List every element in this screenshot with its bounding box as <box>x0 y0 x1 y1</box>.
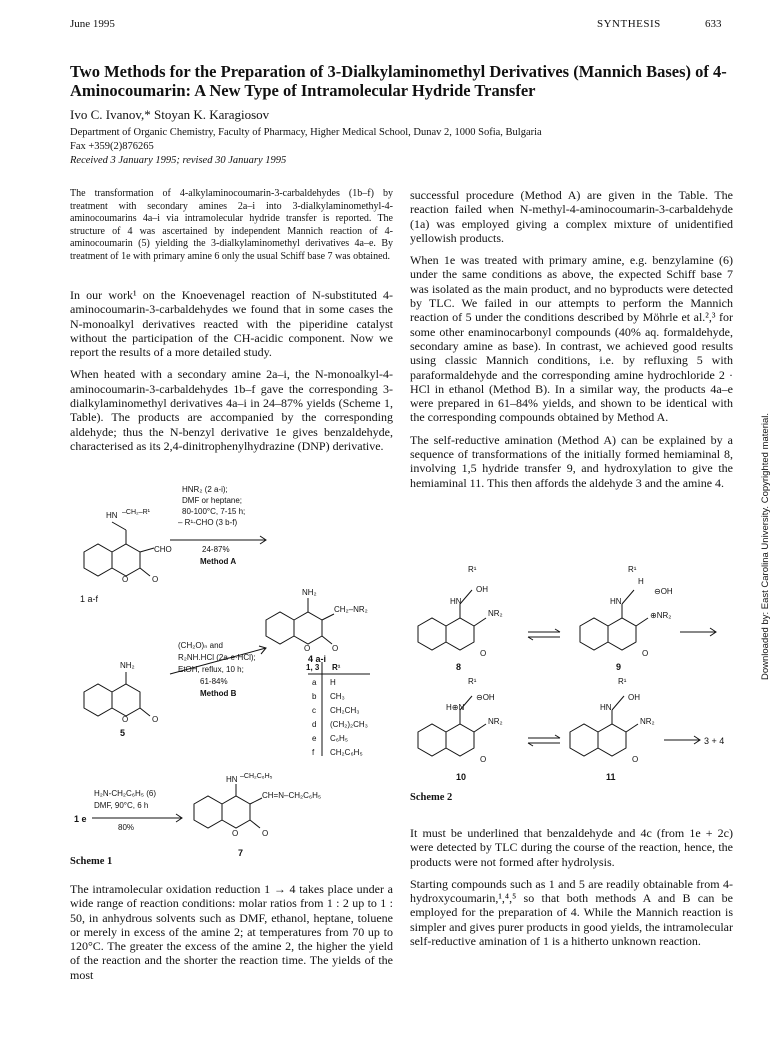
paragraph: The self-reductive amination (Method A) can be explained by a sequence of transformations of the initially formed hemiaminal 8, involving 1,5 hydride transfer 9, and hydroxylation to give the hemiaminal 11. This then affords the aldehyde 3 and the amine 4. <box>410 432 733 490</box>
condition-line: EtOH, reflux, 10 h; <box>178 665 244 674</box>
method-label: Method B <box>200 689 237 698</box>
svg-text:CH=N–CH₂C₆H₅: CH=N–CH₂C₆H₅ <box>262 791 322 800</box>
svg-text:O: O <box>152 715 159 724</box>
fax: Fax +359(2)876265 <box>70 141 154 152</box>
condition-line: H₂N-CH₂C₆H₅ (6) <box>94 789 156 798</box>
table-cell: e <box>312 734 317 743</box>
svg-text:R¹: R¹ <box>468 677 477 686</box>
yield-label: 24-87% <box>202 545 230 554</box>
condition-line: DMF, 90°C, 6 h <box>94 801 149 810</box>
paragraph: When heated with a secondary amine 2a–i, the N-monoalkyl-4-aminocoumarin-3-carbaldehydes 1b–f gave the corresponding 3-dialkylaminomethyl derivatives 4a–i in 24–87% yields (Scheme 1, Table). The products are accompanied by the corresponding aldehyde; thus the N-benzyl derivative 1e gives benzaldehyde, characterised as its 2,4-dinitrophenylhydrazine (DNP) derivative. <box>70 367 393 453</box>
svg-text:CHO: CHO <box>154 545 172 554</box>
table-header: 1, 3 <box>306 663 320 672</box>
table-cell: C₆H₅ <box>330 734 349 743</box>
svg-text:O: O <box>304 644 311 653</box>
scheme-1-caption: Scheme 1 <box>70 856 113 867</box>
scheme-2-caption: Scheme 2 <box>410 792 453 803</box>
svg-text:O: O <box>480 649 487 658</box>
received-dates: Received 3 January 1995; revised 30 January 1995 <box>70 155 287 166</box>
svg-text:NR₂: NR₂ <box>488 609 503 618</box>
compound-label: 11 <box>606 772 616 782</box>
table-cell: d <box>312 720 317 729</box>
svg-text:NH₂: NH₂ <box>120 661 135 670</box>
condition-line: HNR₂ (2 a-i); <box>182 485 228 494</box>
compound-label: 1 e <box>74 814 87 824</box>
svg-text:O: O <box>122 575 129 584</box>
article-title: Two Methods for the Preparation of 3-Dialkylaminomethyl Derivatives (Mannich Bases) of 4-Aminocoumarin: A New Type of Intramolecular Hydride Transfer <box>70 62 727 100</box>
svg-text:CH₂–NR₂: CH₂–NR₂ <box>334 605 368 614</box>
compound-label: 10 <box>456 772 467 782</box>
authors: Ivo C. Ivanov,* Stoyan K. Karagiosov <box>70 107 270 122</box>
svg-text:HN: HN <box>610 597 622 606</box>
svg-text:HN: HN <box>106 511 118 520</box>
svg-text:O: O <box>122 715 129 724</box>
table-cell: f <box>312 748 315 757</box>
yield-label: 61-84% <box>200 677 228 686</box>
compound-label: 7 <box>238 848 244 858</box>
svg-text:R¹: R¹ <box>468 565 477 574</box>
scheme-2-figure <box>410 560 740 790</box>
paragraph: It must be underlined that benzaldehyde and 4c (from 1e + 2c) were detected by TLC during the course of the reaction, hence, the products were not formed after hydrolysis. <box>410 826 733 869</box>
compound-label: 4 a-i <box>308 654 327 664</box>
svg-text:–CH₂C₆H₅: –CH₂C₆H₅ <box>240 773 273 780</box>
download-notice: Downloaded by: East Carolina University. Copyrighted material. <box>760 412 771 680</box>
table-cell: CH₂C₆H₅ <box>330 748 363 757</box>
paragraph: In our work¹ on the Knoevenagel reaction of N-substituted 4-aminocoumarin-3-carbaldehydes we found that in some cases the N-monoalkyl derivatives reacted with the piperidine catalyst without the participation of the CH-acidic component. Now we report the results of a more detailed study. <box>70 288 393 360</box>
svg-text:O: O <box>232 829 239 838</box>
condition-line: (CH₂O)ₙ and <box>178 641 223 650</box>
compound-label: 9 <box>616 662 622 672</box>
abstract: The transformation of 4-alkylaminocoumarin-3-carbaldehydes (1b–f) by treatment with secondary amines 2a–i into 3-dialkylaminomethyl-4-aminocoumarins 4a–i via intramolecular hydride transfer is reported. The structure of 4 was ascertained by independent Mannich reaction of 4-aminocoumarin (5) yielding the 3-dialkylaminomethyl derivatives 4a–e. By treatment of 1e with primary amine 6 only the usual Schiff base 7 was obtained. <box>70 188 393 262</box>
svg-text:OH: OH <box>476 585 488 594</box>
condition-line: DMF or heptane; <box>182 496 243 505</box>
table-header: R¹ <box>332 663 341 672</box>
svg-text:R¹: R¹ <box>618 677 627 686</box>
svg-text:H: H <box>638 577 644 586</box>
svg-text:O: O <box>332 644 339 653</box>
table-cell: CH₂CH₃ <box>330 706 360 715</box>
compound-label: 1 a-f <box>80 594 99 604</box>
svg-text:OH: OH <box>628 693 640 702</box>
svg-text:R¹: R¹ <box>628 565 637 574</box>
table-cell: H <box>330 678 336 687</box>
condition-line: 80-100°C, 7-15 h; <box>182 507 246 516</box>
header-page: 633 <box>705 18 722 30</box>
svg-text:HN: HN <box>450 597 462 606</box>
svg-text:HN: HN <box>226 775 238 784</box>
table-cell: b <box>312 692 317 701</box>
method-label: Method A <box>200 557 237 566</box>
scheme-1-figure <box>70 478 400 863</box>
left-bottom-text: The intramolecular oxidation reduction 1 → 4 takes place under a wide range of reaction conditions: molar ratios from 1 : 2 up to 1 : 50, in anhydrous solvents such as DMF, ethanol, heptane, toluene or merely in excess of the amine 2; at temperatures from 70 up to 120°C. The greater the excess of the amine 2, the higher the yield of the reaction and the shorter the reaction time. The yields of the most <box>70 882 393 982</box>
svg-text:NH₂: NH₂ <box>302 588 317 597</box>
svg-text:O: O <box>262 829 269 838</box>
condition-line: R₂NH.HCl (2a-e·HCl); <box>178 653 256 662</box>
table-cell: c <box>312 706 316 715</box>
svg-text:–CH₂–R¹: –CH₂–R¹ <box>122 509 150 516</box>
svg-text:O: O <box>152 575 159 584</box>
svg-text:O: O <box>480 755 487 764</box>
svg-text:O: O <box>632 755 639 764</box>
yield-label: 80% <box>118 823 135 832</box>
paragraph: successful procedure (Method A) are given in the Table. The reaction failed when N-methyl-4-aminocoumarin-3-carbaldehyde (1a) was employed giving a complex mixture of unidentified yellowish products. <box>410 188 733 245</box>
compound-label: 8 <box>456 662 462 672</box>
svg-text:O: O <box>642 649 649 658</box>
compound-label: 5 <box>120 728 126 738</box>
affiliation: Department of Organic Chemistry, Faculty of Pharmacy, Higher Medical School, Dunav 2, 1000 Sofia, Bulgaria <box>70 127 542 138</box>
right-column-text <box>410 188 733 498</box>
paragraph: When 1e was treated with primary amine, e.g. benzylamine (6) under the same conditions as above, the expected Schiff base 7 was isolated as the main product, and no byproducts were detected by TLC. We failed in our attempts to perform the Mannich reaction of 5 under the conditions described by Möhrle et al.²,³ for some other enaminocarbonyl compounds (40% aq. formaldehyde, secondary amine as base). In contrast, we achieved good results using classic Mannich conditions, i.e. by refluxing 5 with paraformaldehyde and the corresponding amine hydrochloride 2 · HCl in ethanol (Method B). In a similar way, the products 4a–e were prepared in 61–84% yields, and shown to be identical with the corresponding compounds obtained by Method A. <box>410 253 733 425</box>
svg-text:⊕NR₂: ⊕NR₂ <box>650 611 672 620</box>
svg-text:H⊕N: H⊕N <box>446 703 465 712</box>
condition-line: – R¹-CHO (3 b-f) <box>178 518 238 527</box>
header-date: June 1995 <box>70 18 115 30</box>
header-journal: SYNTHESIS <box>597 18 661 30</box>
svg-text:NR₂: NR₂ <box>640 717 655 726</box>
svg-text:HN: HN <box>600 703 612 712</box>
table-cell: CH₃ <box>330 692 345 701</box>
svg-text:⊖OH: ⊖OH <box>476 693 495 702</box>
paragraph: Starting compounds such as 1 and 5 are readily obtainable from 4-hydroxycoumarin,¹,⁴,⁵ so that both methods A and B can be employed for the preparation of 4. While the Mannich reaction is simpler and gives purer products in good yields, the intramolecular self-reductive amination of 1 is a hitherto unknown reaction. <box>410 876 733 949</box>
svg-text:NR₂: NR₂ <box>488 717 503 726</box>
table-cell: a <box>312 678 317 687</box>
left-column-text <box>70 288 393 461</box>
right-bottom-text <box>410 826 733 956</box>
product-label: 3 + 4 <box>704 736 725 746</box>
svg-text:⊖OH: ⊖OH <box>654 587 673 596</box>
table-cell: (CH₂)₂CH₃ <box>330 720 368 729</box>
